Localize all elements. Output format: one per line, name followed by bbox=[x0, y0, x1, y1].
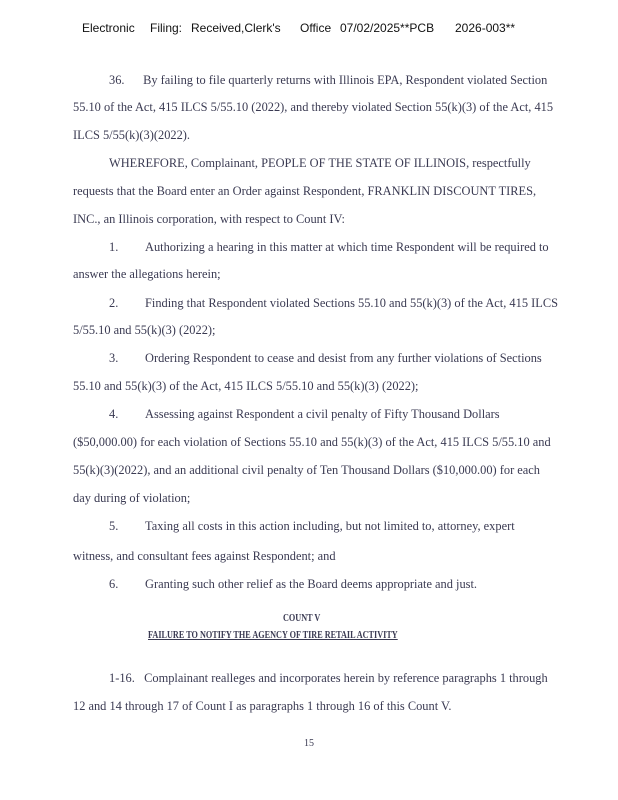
wherefore-line-1: WHEREFORE, Complainant, PEOPLE OF THE STATE OF ILLINOIS, respectfully bbox=[109, 156, 531, 170]
header-filing: Filing: bbox=[150, 21, 183, 35]
incorporation-line-1: 1-16. Complainant realleges and incorporates herein by reference paragraphs 1 through bbox=[109, 671, 548, 685]
count-title: COUNT V bbox=[283, 613, 321, 624]
relief-item-4-number: 4. bbox=[109, 407, 119, 421]
relief-item-3-line-2: 55.10 and 55(k)(3) of the Act, 415 ILCS 5/55.10 and 55(k)(3) (2022); bbox=[73, 379, 419, 393]
incorporation-line-2: 12 and 14 through 17 of Count I as paragraphs 1 through 16 of this Count V. bbox=[73, 699, 452, 713]
wherefore-line-3: INC., an Illinois corporation, with respect to Count IV: bbox=[73, 212, 345, 226]
header-case-number: 2026-003** bbox=[455, 21, 516, 35]
relief-item-4-line-4: day during of violation; bbox=[73, 491, 191, 505]
relief-item-5-number: 5. bbox=[109, 519, 119, 533]
document-body bbox=[73, 0, 583, 800]
relief-item-2-line-2: 5/55.10 and 55(k)(3) (2022); bbox=[73, 323, 216, 337]
relief-item-2-line-1: Finding that Respondent violated Sections 55.10 and 55(k)(3) of the Act, 415 ILCS bbox=[145, 296, 558, 310]
relief-item-1-line-1: Authorizing a hearing in this matter at which time Respondent will be required to bbox=[145, 240, 549, 254]
relief-item-3-line-1: Ordering Respondent to cease and desist from any further violations of Sections bbox=[145, 351, 542, 365]
header-date: 07/02/2025**PCB bbox=[340, 21, 435, 35]
count-subtitle: FAILURE TO NOTIFY THE AGENCY OF TIRE RETAIL ACTIVITY bbox=[148, 630, 398, 641]
relief-item-4-line-3: 55(k)(3)(2022), and an additional civil penalty of Ten Thousand Dollars ($10,000.00) for each bbox=[73, 463, 540, 477]
paragraph-36-line-1: 36. By failing to file quarterly returns with Illinois EPA, Respondent violated Section bbox=[109, 73, 548, 87]
wherefore-line-2: requests that the Board enter an Order against Respondent, FRANKLIN DISCOUNT TIRES, bbox=[73, 184, 537, 198]
relief-item-4-line-1: Assessing against Respondent a civil penalty of Fifty Thousand Dollars bbox=[145, 407, 500, 421]
relief-item-6-line-1: Granting such other relief as the Board deems appropriate and just. bbox=[145, 577, 478, 591]
header-received: Received,Clerk's bbox=[191, 21, 281, 35]
paragraph-36-line-3: ILCS 5/55(k)(3)(2022). bbox=[73, 128, 191, 142]
relief-item-5-line-2: witness, and consultant fees against Respondent; and bbox=[73, 549, 336, 563]
relief-item-2-number: 2. bbox=[109, 296, 119, 310]
header-office: Office bbox=[300, 21, 332, 35]
relief-item-5-line-1: Taxing all costs in this action including, but not limited to, attorney, expert bbox=[145, 519, 515, 533]
relief-item-4-line-2: ($50,000.00) for each violation of Sections 55.10 and 55(k)(3) of the Act, 415 ILCS 5/55.10 and bbox=[73, 435, 551, 449]
relief-item-1-number: 1. bbox=[109, 240, 119, 254]
relief-item-1-line-2: answer the allegations herein; bbox=[73, 267, 221, 281]
header-electronic: Electronic bbox=[82, 21, 135, 35]
paragraph-36-line-2: 55.10 of the Act, 415 ILCS 5/55.10 (2022), and thereby violated Section 55(k)(3) of the Act, 415 bbox=[73, 100, 554, 114]
relief-item-6-number: 6. bbox=[109, 577, 119, 591]
relief-item-3-number: 3. bbox=[109, 351, 119, 365]
page-number: 15 bbox=[304, 738, 314, 749]
